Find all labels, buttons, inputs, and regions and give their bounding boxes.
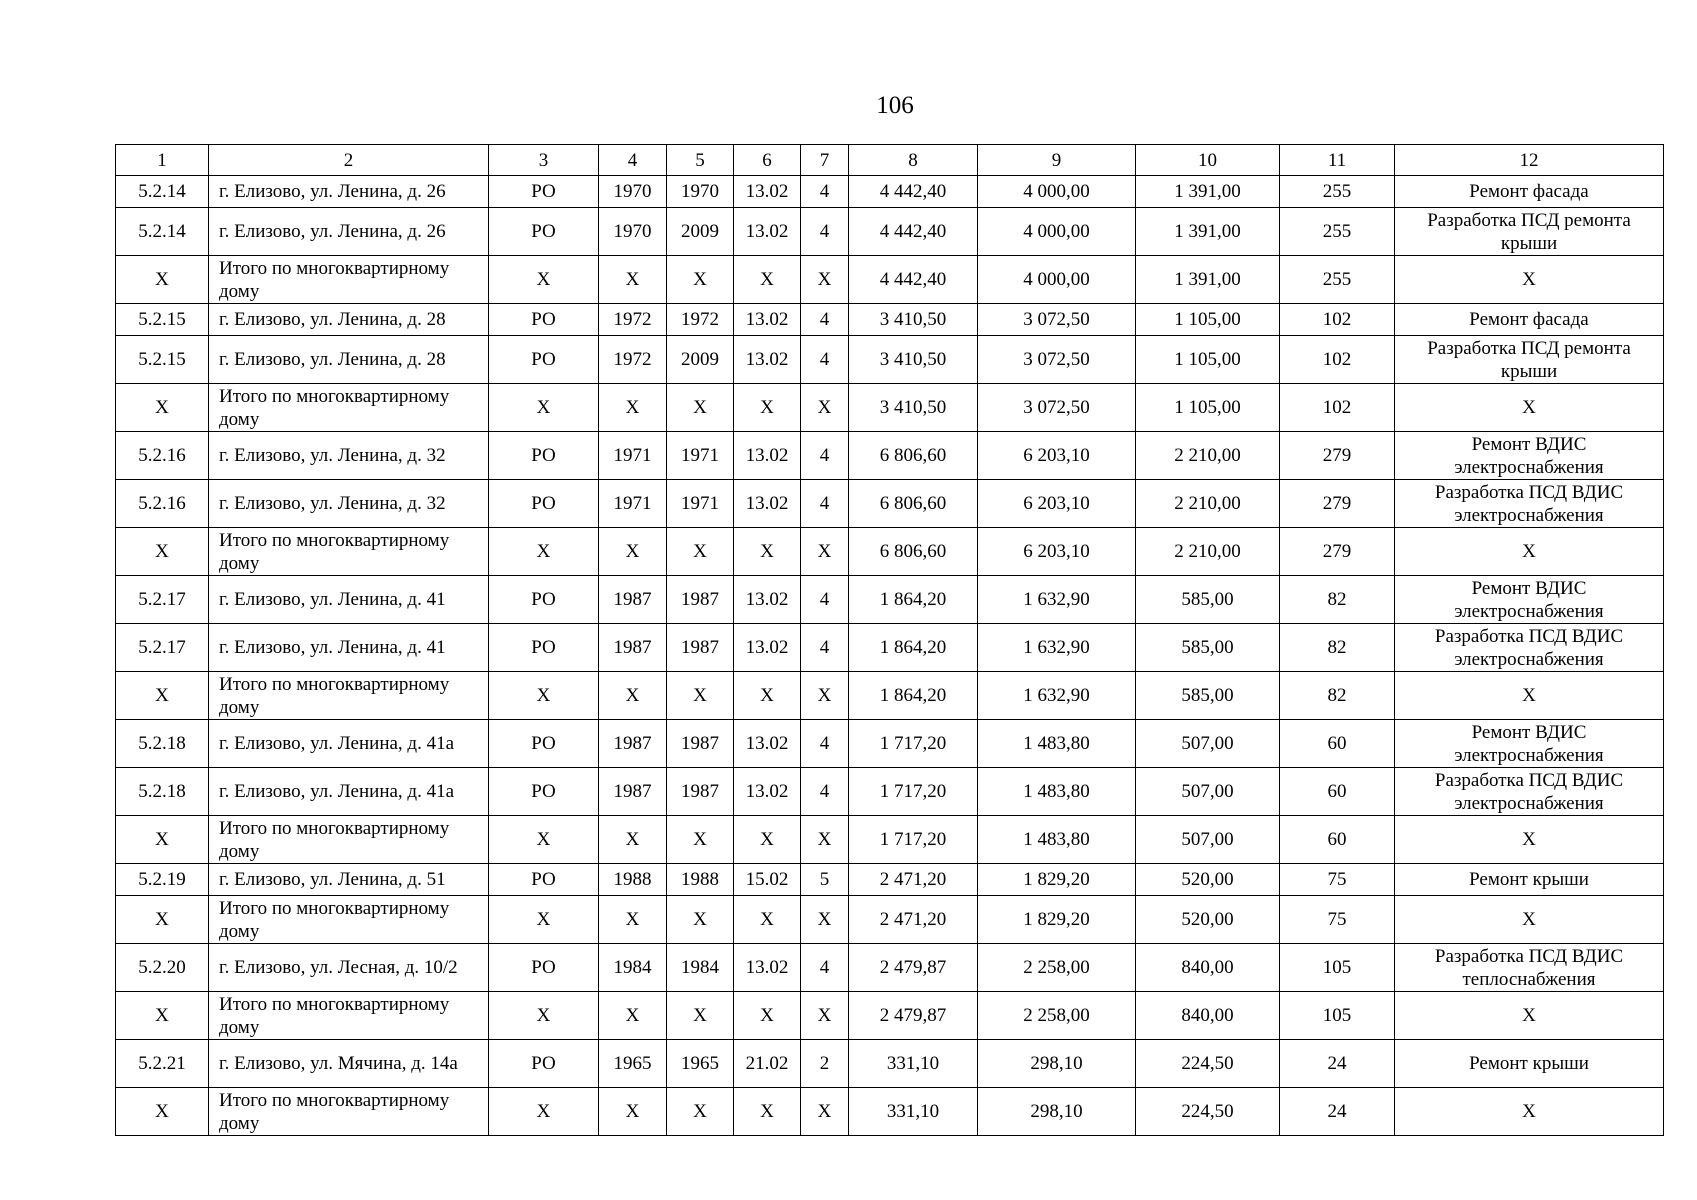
non-living-area-cell: 507,00 [1136,720,1280,768]
residents-cell: 102 [1280,304,1395,336]
non-living-area-cell: 585,00 [1136,576,1280,624]
work-type-cell: Ремонт крыши [1395,1040,1664,1088]
work-type-cell: Разработка ПСД ВДИС теплоснабжения [1395,944,1664,992]
total-area-cell: 6 806,60 [849,528,978,576]
year-built-cell: Х [599,672,667,720]
living-area-cell: 1 483,80 [978,816,1136,864]
code-cell: 13.02 [734,176,801,208]
non-living-area-cell: 2 210,00 [1136,432,1280,480]
year-built-cell: Х [599,256,667,304]
year-built-cell: 1987 [599,720,667,768]
floors-cell: Х [801,896,849,944]
non-living-area-cell: 840,00 [1136,944,1280,992]
code-cell: Х [734,1088,801,1136]
item-number-cell: Х [116,816,209,864]
total-area-cell: 3 410,50 [849,336,978,384]
owner-type-cell: РО [489,576,599,624]
code-cell: Х [734,528,801,576]
code-cell: Х [734,992,801,1040]
address-cell: г. Елизово, ул. Ленина, д. 51 [209,864,489,896]
total-area-cell: 3 410,50 [849,384,978,432]
living-area-cell: 6 203,10 [978,480,1136,528]
year-built-cell: Х [599,992,667,1040]
table-row [116,1088,1664,1136]
year-built-cell: 1971 [599,480,667,528]
year-repair-cell: 1987 [667,624,734,672]
table-row [116,528,1664,576]
owner-type-cell: РО [489,304,599,336]
code-cell: 13.02 [734,944,801,992]
owner-type-cell: РО [489,768,599,816]
work-type-cell: Х [1395,672,1664,720]
total-area-cell: 2 479,87 [849,992,978,1040]
address-cell: Итого по многоквартирному дому [209,528,489,576]
item-number-cell: Х [116,256,209,304]
owner-type-cell: РО [489,208,599,256]
item-number-cell: 5.2.17 [116,576,209,624]
floors-cell: Х [801,256,849,304]
work-type-cell: Х [1395,896,1664,944]
work-type-cell: Разработка ПСД ВДИС электроснабжения [1395,480,1664,528]
non-living-area-cell: 1 105,00 [1136,384,1280,432]
living-area-cell: 1 632,90 [978,624,1136,672]
work-type-cell: Разработка ПСД ВДИС электроснабжения [1395,624,1664,672]
living-area-cell: 1 483,80 [978,720,1136,768]
item-number-cell: 5.2.14 [116,208,209,256]
code-cell: 13.02 [734,624,801,672]
residents-cell: 255 [1280,208,1395,256]
total-area-cell: 1 864,20 [849,624,978,672]
year-repair-cell: Х [667,992,734,1040]
work-type-cell: Ремонт фасада [1395,304,1664,336]
residents-cell: 102 [1280,336,1395,384]
code-cell: Х [734,256,801,304]
residents-cell: 60 [1280,816,1395,864]
column-number-header: 7 [801,145,849,176]
address-cell: г. Елизово, ул. Ленина, д. 26 [209,208,489,256]
year-repair-cell: Х [667,672,734,720]
floors-cell: 4 [801,480,849,528]
floors-cell: 4 [801,576,849,624]
residents-cell: 82 [1280,576,1395,624]
living-area-cell: 3 072,50 [978,304,1136,336]
work-type-cell: Ремонт ВДИС электроснабжения [1395,432,1664,480]
code-cell: 13.02 [734,576,801,624]
owner-type-cell: РО [489,432,599,480]
residents-cell: 279 [1280,432,1395,480]
register-table [115,144,1664,1136]
non-living-area-cell: 840,00 [1136,992,1280,1040]
column-number-header: 12 [1395,145,1664,176]
year-repair-cell: Х [667,256,734,304]
year-repair-cell: Х [667,1088,734,1136]
non-living-area-cell: 1 391,00 [1136,208,1280,256]
living-area-cell: 6 203,10 [978,432,1136,480]
address-cell: г. Елизово, ул. Ленина, д. 41 [209,624,489,672]
year-repair-cell: Х [667,816,734,864]
work-type-cell: Разработка ПСД ВДИС электроснабжения [1395,768,1664,816]
residents-cell: 60 [1280,768,1395,816]
non-living-area-cell: 224,50 [1136,1088,1280,1136]
table-row [116,624,1664,672]
residents-cell: 60 [1280,720,1395,768]
living-area-cell: 298,10 [978,1040,1136,1088]
work-type-cell: Х [1395,816,1664,864]
table-row [116,768,1664,816]
living-area-cell: 2 258,00 [978,944,1136,992]
year-repair-cell: 2009 [667,336,734,384]
year-built-cell: Х [599,816,667,864]
living-area-cell: 2 258,00 [978,992,1136,1040]
address-cell: г. Елизово, ул. Ленина, д. 28 [209,304,489,336]
item-number-cell: Х [116,384,209,432]
total-area-cell: 4 442,40 [849,256,978,304]
owner-type-cell: Х [489,384,599,432]
work-type-cell: Х [1395,992,1664,1040]
total-area-cell: 3 410,50 [849,304,978,336]
item-number-cell: Х [116,1088,209,1136]
residents-cell: 279 [1280,528,1395,576]
address-cell: г. Елизово, ул. Ленина, д. 32 [209,480,489,528]
column-number-header: 11 [1280,145,1395,176]
table-row [116,432,1664,480]
non-living-area-cell: 2 210,00 [1136,528,1280,576]
floors-cell: 4 [801,768,849,816]
address-cell: г. Елизово, ул. Ленина, д. 41 [209,576,489,624]
item-number-cell: 5.2.20 [116,944,209,992]
column-number-header: 6 [734,145,801,176]
year-repair-cell: Х [667,896,734,944]
address-cell: г. Елизово, ул. Лесная, д. 10/2 [209,944,489,992]
floors-cell: 4 [801,176,849,208]
address-cell: Итого по многоквартирному дому [209,384,489,432]
living-area-cell: 298,10 [978,1088,1136,1136]
year-built-cell: 1988 [599,864,667,896]
residents-cell: 24 [1280,1088,1395,1136]
non-living-area-cell: 2 210,00 [1136,480,1280,528]
column-number-header: 1 [116,145,209,176]
column-number-header: 10 [1136,145,1280,176]
code-cell: Х [734,816,801,864]
living-area-cell: 4 000,00 [978,208,1136,256]
owner-type-cell: Х [489,528,599,576]
table-body [116,145,1664,1136]
work-type-cell: Ремонт фасада [1395,176,1664,208]
owner-type-cell: РО [489,624,599,672]
code-cell: 21.02 [734,1040,801,1088]
code-cell: 13.02 [734,208,801,256]
residents-cell: 82 [1280,624,1395,672]
floors-cell: 4 [801,624,849,672]
code-cell: Х [734,896,801,944]
code-cell: Х [734,384,801,432]
owner-type-cell: РО [489,944,599,992]
year-repair-cell: 1988 [667,864,734,896]
table-row [116,672,1664,720]
non-living-area-cell: 1 391,00 [1136,256,1280,304]
table-row [116,304,1664,336]
year-repair-cell: 1971 [667,480,734,528]
non-living-area-cell: 1 391,00 [1136,176,1280,208]
floors-cell: 5 [801,864,849,896]
year-repair-cell: 1970 [667,176,734,208]
total-area-cell: 4 442,40 [849,176,978,208]
address-cell: Итого по многоквартирному дому [209,1088,489,1136]
table-row [116,864,1664,896]
work-type-cell: Разработка ПСД ремонта крыши [1395,208,1664,256]
page-number: 106 [876,92,914,119]
living-area-cell: 1 829,20 [978,864,1136,896]
residents-cell: 105 [1280,944,1395,992]
item-number-cell: 5.2.15 [116,336,209,384]
column-number-header: 2 [209,145,489,176]
table-row [116,576,1664,624]
year-built-cell: Х [599,896,667,944]
owner-type-cell: Х [489,992,599,1040]
code-cell: 13.02 [734,336,801,384]
floors-cell: 2 [801,1040,849,1088]
table-row [116,256,1664,304]
year-repair-cell: Х [667,528,734,576]
total-area-cell: 331,10 [849,1088,978,1136]
total-area-cell: 331,10 [849,1040,978,1088]
table-row [116,208,1664,256]
owner-type-cell: РО [489,864,599,896]
residents-cell: 75 [1280,864,1395,896]
address-cell: г. Елизово, ул. Ленина, д. 32 [209,432,489,480]
non-living-area-cell: 520,00 [1136,864,1280,896]
code-cell: 13.02 [734,768,801,816]
living-area-cell: 4 000,00 [978,256,1136,304]
non-living-area-cell: 507,00 [1136,816,1280,864]
item-number-cell: 5.2.21 [116,1040,209,1088]
year-built-cell: 1972 [599,304,667,336]
item-number-cell: 5.2.19 [116,864,209,896]
table-row [116,336,1664,384]
owner-type-cell: Х [489,672,599,720]
item-number-cell: 5.2.14 [116,176,209,208]
owner-type-cell: РО [489,176,599,208]
residents-cell: 24 [1280,1040,1395,1088]
address-cell: Итого по многоквартирному дому [209,992,489,1040]
table-row [116,1040,1664,1088]
work-type-cell: Х [1395,1088,1664,1136]
non-living-area-cell: 507,00 [1136,768,1280,816]
work-type-cell: Х [1395,256,1664,304]
year-built-cell: Х [599,384,667,432]
living-area-cell: 1 483,80 [978,768,1136,816]
code-cell: 15.02 [734,864,801,896]
item-number-cell: Х [116,896,209,944]
table-row [116,992,1664,1040]
year-built-cell: 1987 [599,768,667,816]
residents-cell: 75 [1280,896,1395,944]
residents-cell: 82 [1280,672,1395,720]
floors-cell: 4 [801,720,849,768]
year-built-cell: Х [599,1088,667,1136]
year-repair-cell: 1987 [667,768,734,816]
total-area-cell: 4 442,40 [849,208,978,256]
floors-cell: 4 [801,304,849,336]
column-number-header: 8 [849,145,978,176]
address-cell: г. Елизово, ул. Ленина, д. 28 [209,336,489,384]
residents-cell: 255 [1280,256,1395,304]
floors-cell: Х [801,384,849,432]
item-number-cell: Х [116,672,209,720]
address-cell: Итого по многоквартирному дому [209,672,489,720]
code-cell: 13.02 [734,432,801,480]
owner-type-cell: РО [489,720,599,768]
floors-cell: Х [801,816,849,864]
owner-type-cell: Х [489,1088,599,1136]
year-built-cell: 1984 [599,944,667,992]
code-cell: 13.02 [734,304,801,336]
residents-cell: 279 [1280,480,1395,528]
floors-cell: 4 [801,432,849,480]
total-area-cell: 1 864,20 [849,576,978,624]
living-area-cell: 1 829,20 [978,896,1136,944]
non-living-area-cell: 1 105,00 [1136,336,1280,384]
work-type-cell: Х [1395,384,1664,432]
year-repair-cell: Х [667,384,734,432]
table-row [116,176,1664,208]
column-number-header: 9 [978,145,1136,176]
total-area-cell: 6 806,60 [849,480,978,528]
floors-cell: 4 [801,336,849,384]
column-number-header: 4 [599,145,667,176]
floors-cell: 4 [801,944,849,992]
year-built-cell: 1965 [599,1040,667,1088]
item-number-cell: 5.2.18 [116,720,209,768]
owner-type-cell: Х [489,816,599,864]
address-cell: Итого по многоквартирному дому [209,256,489,304]
owner-type-cell: РО [489,336,599,384]
year-built-cell: 1972 [599,336,667,384]
owner-type-cell: РО [489,480,599,528]
non-living-area-cell: 585,00 [1136,624,1280,672]
header-row [116,145,1664,176]
table-row [116,720,1664,768]
floors-cell: Х [801,672,849,720]
residents-cell: 255 [1280,176,1395,208]
work-type-cell: Разработка ПСД ремонта крыши [1395,336,1664,384]
total-area-cell: 1 717,20 [849,720,978,768]
table-row [116,480,1664,528]
owner-type-cell: Х [489,256,599,304]
non-living-area-cell: 224,50 [1136,1040,1280,1088]
total-area-cell: 1 864,20 [849,672,978,720]
year-built-cell: 1970 [599,208,667,256]
address-cell: Итого по многоквартирному дому [209,816,489,864]
code-cell: Х [734,672,801,720]
table-row [116,944,1664,992]
column-number-header: 3 [489,145,599,176]
floors-cell: Х [801,992,849,1040]
total-area-cell: 2 479,87 [849,944,978,992]
item-number-cell: 5.2.17 [116,624,209,672]
owner-type-cell: РО [489,1040,599,1088]
work-type-cell: Ремонт ВДИС электроснабжения [1395,576,1664,624]
floors-cell: Х [801,528,849,576]
table-row [116,816,1664,864]
work-type-cell: Ремонт ВДИС электроснабжения [1395,720,1664,768]
year-repair-cell: 1972 [667,304,734,336]
year-repair-cell: 1987 [667,720,734,768]
living-area-cell: 1 632,90 [978,672,1136,720]
living-area-cell: 3 072,50 [978,384,1136,432]
total-area-cell: 1 717,20 [849,816,978,864]
year-repair-cell: 1984 [667,944,734,992]
year-repair-cell: 2009 [667,208,734,256]
living-area-cell: 3 072,50 [978,336,1136,384]
non-living-area-cell: 585,00 [1136,672,1280,720]
year-built-cell: 1987 [599,624,667,672]
work-type-cell: Ремонт крыши [1395,864,1664,896]
item-number-cell: 5.2.16 [116,480,209,528]
year-built-cell: 1970 [599,176,667,208]
item-number-cell: Х [116,528,209,576]
year-repair-cell: 1987 [667,576,734,624]
residents-cell: 102 [1280,384,1395,432]
living-area-cell: 1 632,90 [978,576,1136,624]
owner-type-cell: Х [489,896,599,944]
year-built-cell: 1987 [599,576,667,624]
item-number-cell: 5.2.18 [116,768,209,816]
living-area-cell: 4 000,00 [978,176,1136,208]
total-area-cell: 1 717,20 [849,768,978,816]
total-area-cell: 6 806,60 [849,432,978,480]
address-cell: г. Елизово, ул. Ленина, д. 41а [209,768,489,816]
floors-cell: Х [801,1088,849,1136]
address-cell: г. Елизово, ул. Мячина, д. 14а [209,1040,489,1088]
year-repair-cell: 1965 [667,1040,734,1088]
table-row [116,384,1664,432]
address-cell: г. Елизово, ул. Ленина, д. 26 [209,176,489,208]
non-living-area-cell: 1 105,00 [1136,304,1280,336]
floors-cell: 4 [801,208,849,256]
work-type-cell: Х [1395,528,1664,576]
item-number-cell: 5.2.16 [116,432,209,480]
year-built-cell: Х [599,528,667,576]
code-cell: 13.02 [734,480,801,528]
total-area-cell: 2 471,20 [849,896,978,944]
address-cell: г. Елизово, ул. Ленина, д. 41а [209,720,489,768]
residents-cell: 105 [1280,992,1395,1040]
item-number-cell: 5.2.15 [116,304,209,336]
column-number-header: 5 [667,145,734,176]
year-built-cell: 1971 [599,432,667,480]
table-row [116,896,1664,944]
year-repair-cell: 1971 [667,432,734,480]
item-number-cell: Х [116,992,209,1040]
non-living-area-cell: 520,00 [1136,896,1280,944]
address-cell: Итого по многоквартирному дому [209,896,489,944]
living-area-cell: 6 203,10 [978,528,1136,576]
code-cell: 13.02 [734,720,801,768]
total-area-cell: 2 471,20 [849,864,978,896]
